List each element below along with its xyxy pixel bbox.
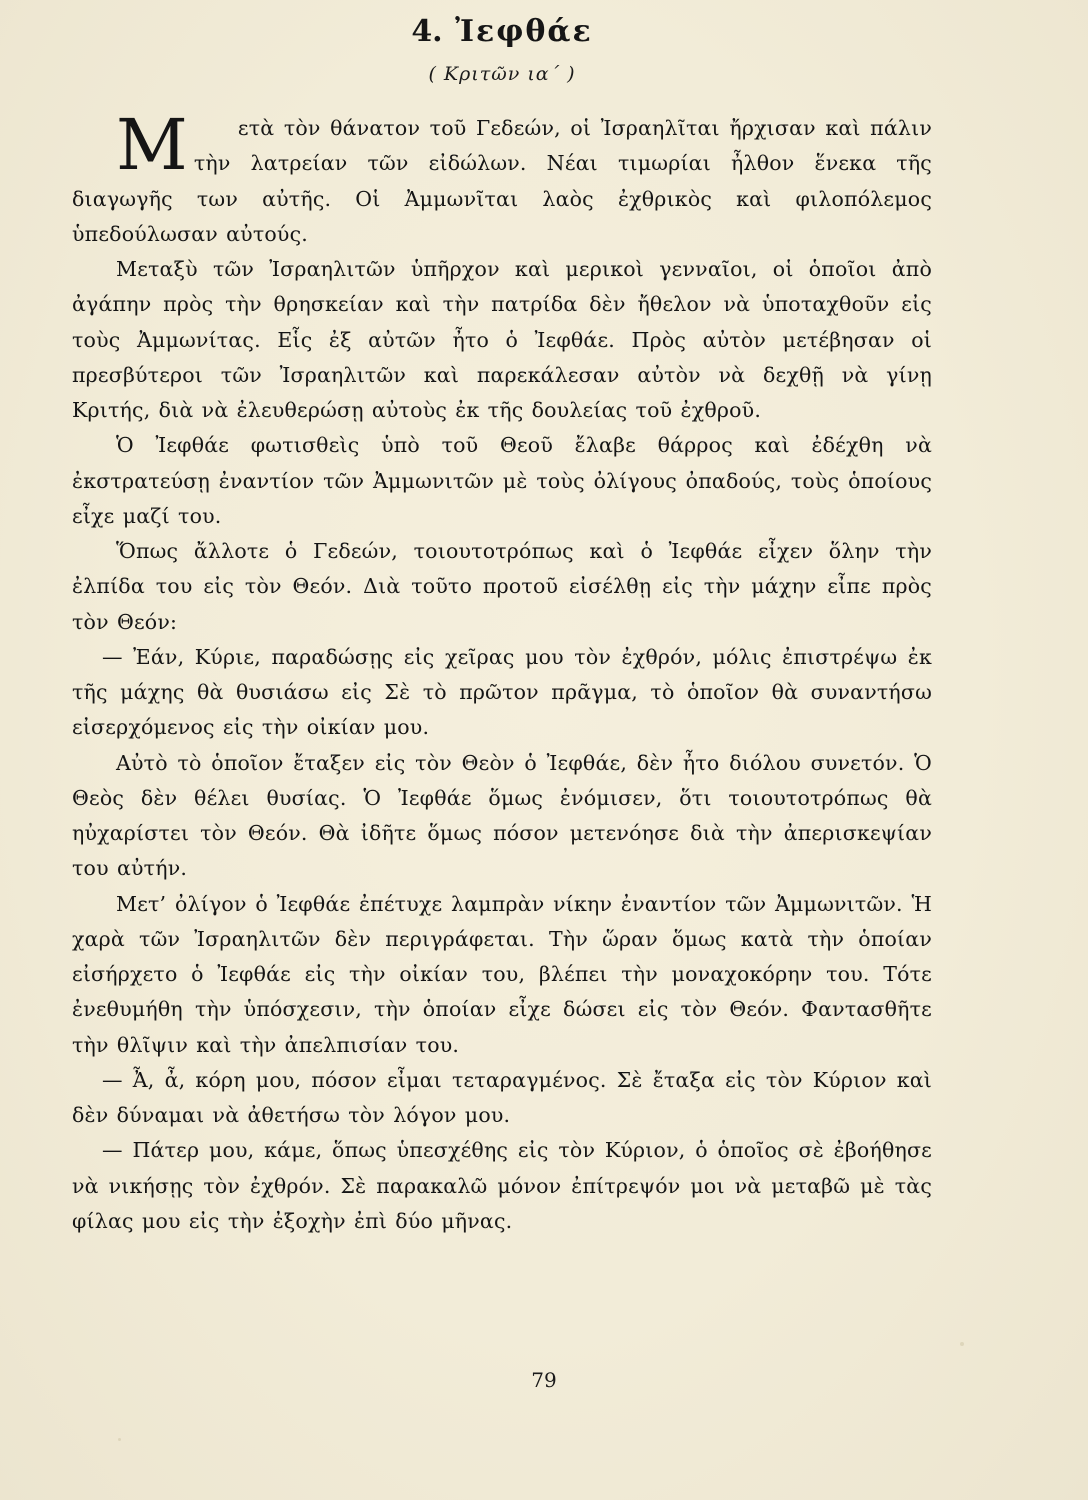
dialogue-line: — Ἐάν, Κύριε, παραδώσῃς εἰς χεῖρας μου τὸν ἐχθρόν, μόλις ἐπιστρέψω ἐκ τῆς μάχης θὰ θυσιάσω εἰς Σὲ τὸ πρῶτον πρᾶγμα, τὸ ὁποῖον θὰ συναντήσω εἰσερχόμενος εἰς τὴν οἰκίαν μου.: [72, 644, 932, 740]
paragraph: Ὁ Ἰεφθάε φωτισθεὶς ὑπὸ τοῦ Θεοῦ ἔλαβε θάρρος καὶ ἐδέχθη νὰ ἐκστρατεύσῃ ἐναντίον τῶν Ἀμμωνιτῶν μὲ τοὺς ὀλίγους ὀπαδούς, τοὺς ὁποίους εἶχε μαζί του.: [72, 433, 932, 528]
paragraph: [72, 104, 932, 252]
dialogue-line: — Ἆ, ἆ, κόρη μου, πόσον εἶμαι τεταραγμένος. Σὲ ἔταξα εἰς τὸν Κύριον καὶ δὲν δύναμαι νὰ ἀθετήσω τὸν λόγον μου.: [72, 1067, 932, 1127]
drop-cap: Μ: [116, 104, 188, 186]
dialogue-line: — Πάτερ μου, κάμε, ὅπως ὑπεσχέθης εἰς τὸν Κύριον, ὁ ὁποῖος σὲ ἐβοήθησε νὰ νικήσῃς τὸν ἐχθρόν. Σὲ παρακαλῶ μόνον ἐπίτρεψόν μοι νὰ μεταβῶ μὲ τὰς φίλας μου εἰς τὴν ἐξοχὴν ἐπὶ δύο μῆνας.: [72, 1138, 932, 1233]
paragraph: Μετ’ ὀλίγον ὁ Ἰεφθάε ἐπέτυχε λαμπρὰν νίκην ἐναντίον τῶν Ἀμμωνιτῶν. Ἡ χαρὰ τῶν Ἰσραηλιτῶν δὲν περιγράφεται. Τὴν ὥραν ὅμως κατὰ τὴν ὁποίαν εἰσήρχετο ὁ Ἰεφθάε εἰς τὴν οἰκίαν του, βλέπει τὴν μοναχοκόρην του. Τότε ἐνεθυμήθη τὴν ὑπόσχεσιν, τὴν ὁποίαν εἶχε δώσει εἰς τὸν Θεόν. Φαντασθῆτε τὴν θλῖψιν καὶ τὴν ἀπελπισίαν του.: [72, 891, 932, 1057]
page-number: 79: [531, 1368, 557, 1392]
paper-speck: [960, 1342, 964, 1346]
paragraph: Ὅπως ἄλλοτε ὁ Γεδεών, τοιουτοτρόπως καὶ ὁ Ἰεφθάε εἶχεν ὅλην τὴν ἐλπίδα του εἰς τὸν Θεόν. Διὰ τοῦτο προτοῦ εἰσέλθῃ εἰς τὴν μάχην εἶπε πρὸς τὸν Θεόν:: [72, 539, 932, 634]
paragraph: Αὐτὸ τὸ ὁποῖον ἔταξεν εἰς τὸν Θεὸν ὁ Ἰεφθάε, δὲν ἦτο διόλου συνετόν. Ὁ Θεὸς δὲν θέλει θυσίας. Ὁ Ἰεφθάε ὅμως ἐνόμισεν, ὅτι τοιουτοτρόπως θὰ ηὐχαρίστει τὸν Θεόν. Θὰ ἰδῆτε ὅμως πόσον μετενόησε διὰ τὴν ἀπερισκεψίαν του αὐτήν.: [72, 750, 932, 881]
body-text: [72, 104, 932, 1239]
page-title: [72, 14, 932, 49]
chapter-title-text: Ἰεφθάε: [455, 14, 593, 49]
paragraph: Μεταξὺ τῶν Ἰσραηλιτῶν ὑπῆρχον καὶ μερικοὶ γενναῖοι, οἱ ὁποῖοι ἀπὸ ἀγάπην πρὸς τὴν θρησκείαν καὶ τὴν πατρίδα δὲν ἤθελον νὰ ὑποταχθοῦν εἰς τοὺς Ἀμμωνίτας. Εἷς ἐξ αὐτῶν ἦτο ὁ Ἰεφθάε. Πρὸς αὐτὸν μετέβησαν οἱ πρεσβύτεροι τῶν Ἰσραηλιτῶν καὶ παρεκάλεσαν αὐτὸν νὰ δεχθῇ νὰ γίνῃ Κριτής, διὰ νὰ ἐλευθερώσῃ αὐτοὺς ἐκ τῆς δουλείας τοῦ ἐχθροῦ.: [72, 257, 932, 422]
chapter-subtitle: ( Κριτῶν ια΄ ): [428, 63, 576, 85]
chapter-number: 4.: [411, 14, 443, 49]
paragraph-text: ετὰ τὸν θάνατον τοῦ Γεδεών, οἱ Ἰσραηλῖται ἤρχισαν καὶ πάλιν τὴν λατρείαν τῶν εἰδώλων. Νέαι τιμωρίαι ἦλθον ἕνεκα τῆς διαγωγῆς των αὐτῆς. Οἱ Ἀμμωνῖται λαὸς ἐχθρικὸς καὶ φιλοπόλεμος ὑπεδούλωσαν αὐτούς.: [72, 116, 932, 246]
paper-speck: [118, 1438, 121, 1441]
page-content: [72, 14, 932, 1239]
